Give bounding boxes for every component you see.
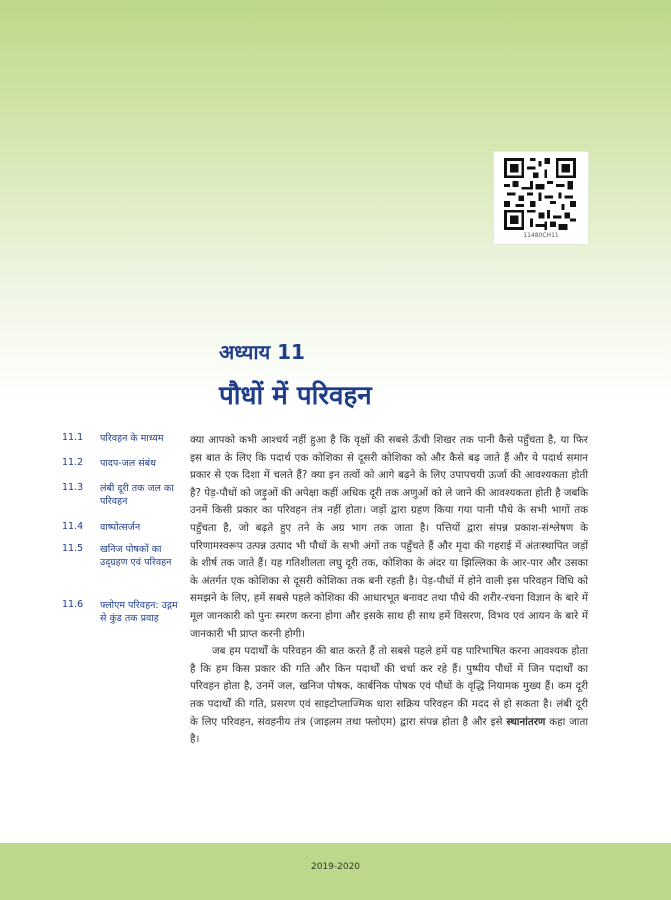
footer-band: [0, 843, 671, 900]
footer-year: 2019-2020: [310, 862, 361, 872]
toc-item-title: फ्लोएम परिवहन: उद्गम से कुंड तक प्रवाह: [100, 600, 178, 624]
toc-item-number: 11.6: [62, 599, 84, 610]
intro-paragraph: क्या आपको कभी आश्चर्य नहीं हुआ है कि वृक्षों की सबसे ऊँची शिखर तक पानी कैसे पहुँचता है, या फिर इस बात के लिए कि पदार्थ एक कोशिका से दूसरी कोशिका को और कैसे बढ़ जाते हैं और ये पदार्थ समान प्रकार से एक दिशा में चलते हैं? क्या इन तत्वों को आगे बढ़ने के लिए उपापचयी ऊर्जा की आवश्यकता होती है? पेड़-पौधों को जड़ुओं की अपेक्षा कहीं अधिक दूरी तक अणुओं को ले जाने की आवश्यकता होती है जबकि उनमें किसी प्रकार का परिवहन तंत्र नहीं होता। जड़ों द्वारा ग्रहण किया गया पानी पौधे के सभी भागों तक पहुँचता है, जो बढ़ते हुए तने के अग्र भाग तक जाता है। पत्तियों द्वारा संपन्न प्रकाश-संश्लेषण के परिणामस्वरूप उत्पन्न उत्पाद भी पौधों के सभी अंगों तक पहुँचते हैं और मृदा की गहराई में अंतःस्थापित जड़ों के शीर्ष तक जाते हैं। यह गतिशीलता लघु दूरी तक, कोशिका के अंदर या झिल्लिका के आर-पार और उसका के अंतर्गत एक कोशिका से दूसरी कोशिका तक बनी रहती है। पेड़-पौधों में होने वाली इस परिवहन विधि को समझने के लिए, हमें सबसे पहले कोशिका की आधारभूत बनावट तथा पौधे की शरीर-रचना विज्ञान के बारे में मूल जानकारी को पुनः स्मरण करना होगा और इसके साथ ही साथ हमें विसरण, विभव एवं आयन के बारे में जानकारी भी प्राप्त करनी होगी।: [190, 434, 588, 640]
chapter-title: पौधों में परिवहन: [219, 381, 372, 411]
qr-code-panel[interactable]: [494, 152, 588, 244]
toc-item-number: 11.2: [62, 457, 84, 468]
toc-item-number: 11.5: [62, 543, 84, 554]
second-paragraph: [190, 643, 588, 749]
second-paragraph-text: जब हम पदार्थों के परिवहन की बात करते हैं तो सबसे पहले हमें यह पारिभाषित करना आवश्यक होता है कि हम किस प्रकार की गति और किन पदार्थों की चर्चा कर रहे हैं। पुष्पीय पौधों में जिन पदार्थों का परिवहन होता है, उनमें जल, खनिज पोषक, कार्बनिक पोषक एवं पौधों के वृद्धि नियामक मुख्य हैं। कम दूरी तक पदार्थों की गति, प्रसरण एवं साइटोप्लाज्मिक धारा सक्रिय परिवहन की मदद से हो सकता है। लंबी दूरी के लिए परिवहन, संवहनीय तंत्र (जाइलम तथा फ्लोएम) द्वारा संपन्न होता है और इसे: [190, 645, 588, 728]
toc-item-number: 11.4: [62, 521, 84, 532]
toc-item-title: लंबी दूरी तक जल का परिवहन: [100, 483, 174, 507]
toc-item-number: 11.3: [62, 482, 84, 493]
chapter-body: [190, 432, 588, 749]
chapter-number: अध्याय 11: [219, 340, 305, 364]
qr-code-icon: [504, 158, 576, 230]
toc-item-title: वाष्पोत्सर्जन: [100, 522, 141, 533]
toc-item-title: खनिज पोषकों का उद्ग्रहण एवं परिवहन: [100, 544, 172, 568]
toc-item-title: पादप-जल संबंध: [100, 458, 156, 469]
key-term: स्थानांतरण: [506, 715, 546, 728]
second-paragraph-end: कहा जाता है।: [190, 715, 589, 746]
toc-item-number: 11.1: [62, 432, 84, 443]
qr-code-id: 11480CH11: [523, 232, 559, 239]
toc-item-title: परिवहन के माध्यम: [100, 433, 164, 444]
